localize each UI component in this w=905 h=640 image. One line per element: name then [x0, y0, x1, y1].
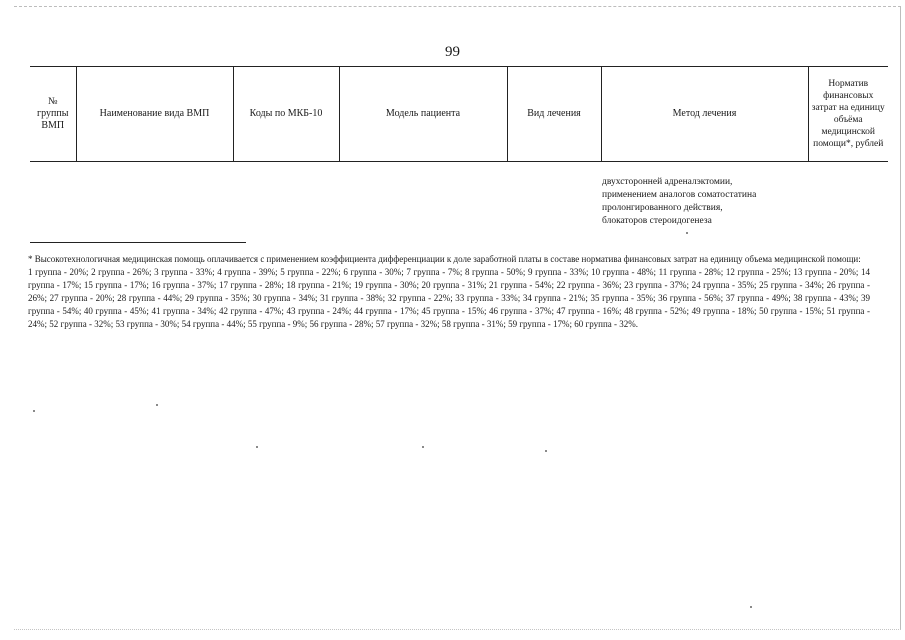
scan-speck: [256, 446, 258, 448]
vmp-table: [30, 66, 888, 162]
continuation-line: двухсторонней адреналэктомии,: [602, 177, 733, 187]
header-group-number: № группы ВМП: [30, 67, 76, 162]
scan-bottom-edge: [14, 629, 901, 630]
scan-speck: [33, 410, 35, 412]
header-cost-standard: Норматив финансовых затрат на единицу объёма медицинской помощи*, рублей: [808, 67, 888, 162]
continuation-line: пролонгированного действия,: [602, 203, 723, 213]
continuation-line: применением аналогов соматостатина: [602, 190, 757, 200]
header-patient-model: Модель пациента: [339, 67, 507, 162]
footnote-text: * Высокотехнологичная медицинская помощь оплачивается с применением коэффициента дифференциации к доле заработной платы в составе норматива финансовых затрат на единицу объема медицинской помощи:: [28, 254, 861, 264]
scan-speck: [750, 606, 752, 608]
continuation-line: блокаторов стероидогенеза: [602, 216, 712, 226]
header-treatment-method: Метод лечения: [601, 67, 808, 162]
header-treatment-type: Вид лечения: [507, 67, 601, 162]
scan-right-edge: [900, 6, 901, 630]
footnote-group-coefficients: 1 группа - 20%; 2 группа - 26%; 3 группа - 33%; 4 группа - 39%; 5 группа - 22%; 6 группа - 30%; 7 группа - 7%; 8 группа - 50%; 9 группа - 33%; 10 группа - 48%; 11 группа - 28%; 12 группа - 25%; 13 группа - 20%; 14 группа - 17%; 15 группа - 17%; 16 группа - 37%; 17 группа - 28%; 18 группа - 21%; 19 группа - 30%; 20 группа - 31%; 21 группа - 54%; 22 группа - 36%; 23 группа - 37%; 24 группа - 35%; 25 группа - 34%; 26 группа - 26%; 27 группа - 20%; 28 группа - 44%; 29 группа - 35%; 30 группа - 34%; 31 группа - 38%; 32 группа - 22%; 33 группа - 33%; 34 группа - 21%; 35 группа - 35%; 36 группа - 56%; 37 группа - 49%; 38 группа - 43%; 39 группа - 54%; 40 группа - 45%; 41 группа - 34%; 42 группа - 47%; 43 группа - 24%; 44 группа - 17%; 45 группа - 15%; 46 группа - 37%; 47 группа - 16%; 48 группа - 52%; 49 группа - 18%; 50 группа - 15%; 51 группа - 24%; 52 группа - 32%; 53 группа - 30%; 54 группа - 44%; 55 группа - 9%; 56 группа - 28%; 57 группа - 32%; 58 группа - 31%; 59 группа - 17%; 60 группа - 32%.: [28, 266, 870, 329]
scan-speck: [686, 232, 688, 234]
scan-top-edge: [14, 6, 901, 7]
header-icd10-codes: Коды по МКБ-10: [233, 67, 339, 162]
treatment-method-continuation: [602, 176, 756, 228]
footnote: [28, 253, 870, 330]
scan-speck: [545, 450, 547, 452]
page-number: 99: [445, 44, 460, 60]
table-header-row: [30, 67, 888, 162]
footnote-separator: [30, 242, 246, 243]
scan-speck: [422, 446, 424, 448]
scan-speck: [156, 404, 158, 406]
header-vmp-name: Наименование вида ВМП: [76, 67, 233, 162]
